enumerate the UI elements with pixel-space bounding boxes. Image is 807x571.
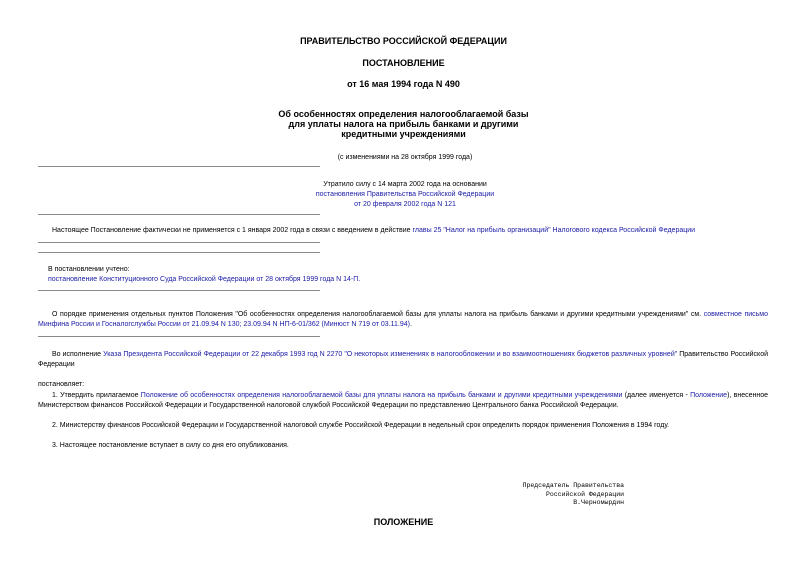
- document-title: [0, 109, 807, 139]
- title-line-3: кредитными учреждениями: [341, 129, 466, 139]
- date-number-heading: от 16 мая 1994 года N 490: [347, 79, 460, 89]
- decides-label: постановляет:: [38, 381, 85, 388]
- item-1-text-3: ), внесенное Министерством финансов Российской Федерации и Государственной налоговой службой Российской Федерации по представлению Центрального банка Российской Федерации.: [38, 392, 769, 409]
- status-link-2[interactable]: от 20 февраля 2002 года N 121: [354, 201, 456, 208]
- title-line-1: Об особенностях определения налогооблагаемой базы: [278, 109, 529, 119]
- divider: [38, 336, 320, 337]
- note-text: В постановлении учтено:: [48, 266, 130, 273]
- item-1-text-2: (далее именуется -: [622, 392, 691, 399]
- preamble: [38, 350, 768, 370]
- item-3: 3. Настоящее постановление вступает в силу со дня его опубликования.: [52, 442, 289, 449]
- regulation-link[interactable]: Положение об особенностях определения налогооблагаемой базы для уплаты налога на прибыль банками и другими кредитными учреждениями: [140, 392, 623, 399]
- tax-code-link[interactable]: главы 25 "Налог на прибыль организаций" Налогового кодекса Российской Федерации: [412, 227, 696, 234]
- item-1-text: 1. Утвердить прилагаемое: [52, 392, 141, 399]
- note-text: О порядке применения отдельных пунктов Положения "Об особенностях определения налогооблагаемой базы для уплаты налога на прибыль банками и другими кредитными учреждениями" см.: [52, 311, 704, 318]
- joint-letter-link[interactable]: совместное письмо Минфина России и Госналогслужбы России от 21.09.94 N 130; 23.09.94 N НП-6-01/362 (Минюст N 719 от 03.11.94): [38, 311, 768, 328]
- note-text: Настоящее Постановление фактически не применяется с 1 января 2002 года в связи с введением в действие: [52, 227, 413, 234]
- divider: [38, 290, 320, 291]
- signature-name: В.Черномырдин: [573, 499, 624, 506]
- status-block: [260, 180, 550, 210]
- status-line: Утратило силу с 14 марта 2002 года на основании: [323, 181, 487, 188]
- note-not-applied: [52, 226, 792, 236]
- item-2: 2. Министерству финансов Российской Федерации и Государственной налоговой службе Российской Федерации в недельный срок определить порядок применения Положения в 1994 году.: [52, 422, 670, 429]
- note-tail: .: [409, 321, 412, 328]
- signature-country: Российской Федерации: [545, 490, 624, 498]
- presidential-decree-link[interactable]: Указа Президента Российской Федерации от 22 декабря 1993 год N 2270 "О некоторых изменениях в налогообложении и во взаимоотношениях бюджетов различных уровней": [103, 351, 678, 358]
- divider: [38, 214, 320, 215]
- divider: [38, 242, 320, 243]
- divider: [38, 166, 320, 167]
- signature-block: [420, 482, 624, 508]
- note-considered: [48, 265, 548, 285]
- amendments-note: (с изменениями на 28 октября 1999 года): [337, 154, 473, 161]
- divider: [38, 252, 320, 253]
- item-1: [38, 391, 768, 411]
- note-application-order: [38, 310, 768, 330]
- regulation-short-link[interactable]: Положение: [690, 392, 728, 399]
- preamble-text-end: Правительство Российской Федерации: [38, 351, 768, 368]
- government-heading: ПРАВИТЕЛЬСТВО РОССИЙСКОЙ ФЕДЕРАЦИИ: [300, 36, 507, 46]
- constitutional-court-link[interactable]: постановление Конституционного Суда Российской Федерации от 28 октября 1999 года N 14-П.: [48, 276, 361, 283]
- status-link-1[interactable]: постановления Правительства Российской Федерации: [315, 191, 495, 198]
- doc-type-heading: ПОСТАНОВЛЕНИЕ: [362, 58, 445, 68]
- title-line-2: для уплаты налога на прибыль банками и другими: [288, 119, 519, 129]
- signature-position: Председатель Правительства: [522, 482, 624, 489]
- regulation-heading: ПОЛОЖЕНИЕ: [373, 517, 434, 527]
- preamble-text: Во исполнение: [52, 351, 104, 358]
